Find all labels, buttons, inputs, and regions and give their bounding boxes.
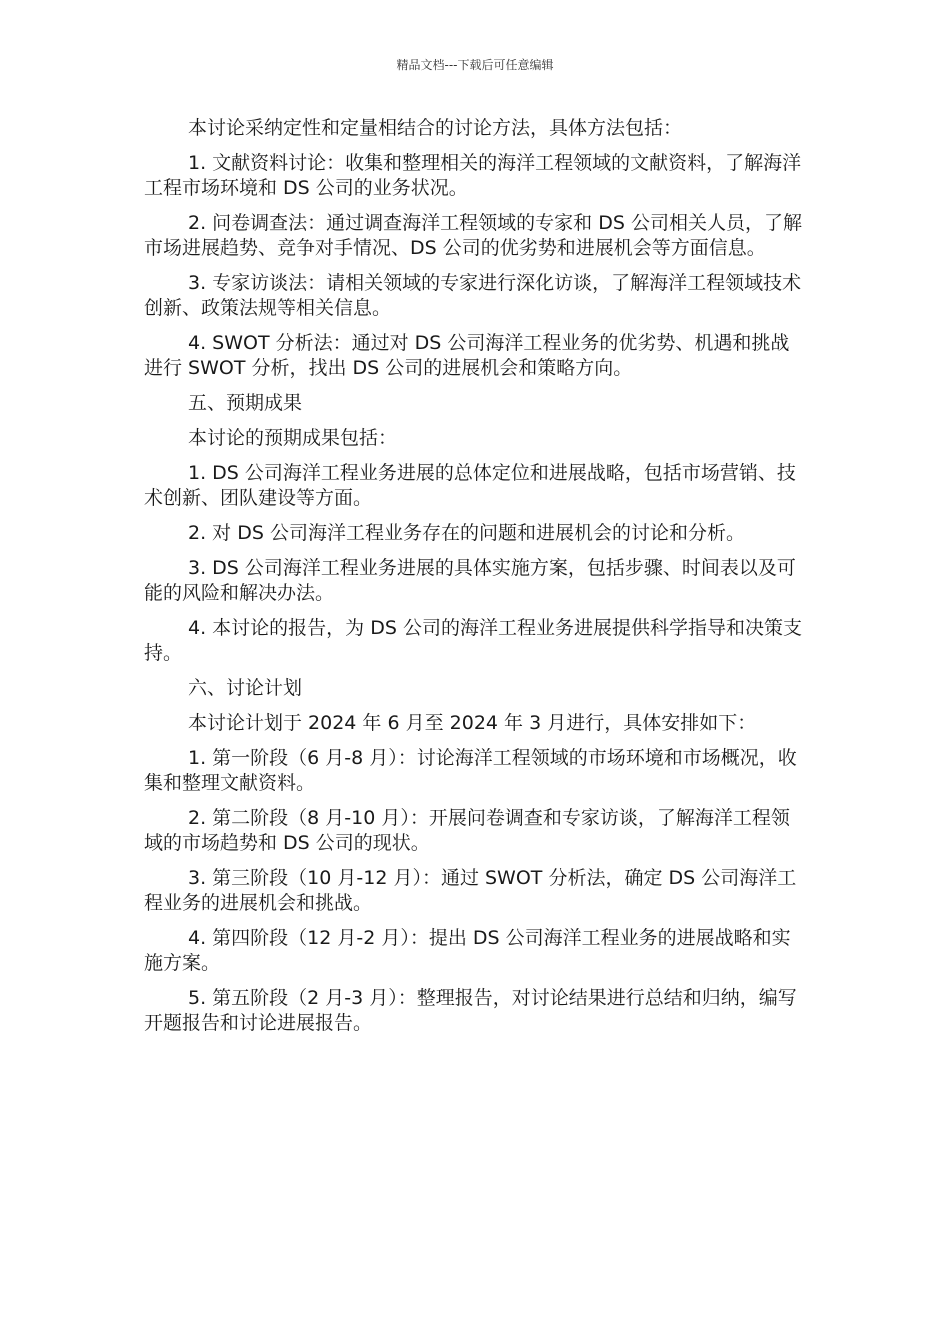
plan-stage-4: 4. 第四阶段（12 月-2 月）：提出 DS 公司海洋工程业务的进展战略和实施方案。 xyxy=(144,927,791,974)
plan-intro-paragraph: 本讨论计划于 2024 年 6 月至 2024 年 3 月进行，具体安排如下： xyxy=(188,712,757,734)
section-heading-expected-results: 五、预期成果 xyxy=(188,392,303,414)
method-item-4: 4. SWOT 分析法：通过对 DS 公司海洋工程业务的优劣势、机遇和挑战进行 SWOT 分析，找出 DS 公司的进展机会和策略方向。 xyxy=(144,332,790,379)
method-item-3: 3. 专家访谈法：请相关领域的专家进行深化访谈，了解海洋工程领域技术创新、政策法规等相关信息。 xyxy=(144,272,802,319)
section-heading-plan: 六、讨论计划 xyxy=(188,677,303,699)
document-body xyxy=(144,116,808,1046)
plan-stage-1: 1. 第一阶段（6 月-8 月）：讨论海洋工程领域的市场环境和市场概况，收集和整理文献资料。 xyxy=(144,747,797,794)
plan-stage-5: 5. 第五阶段（2 月-3 月）：整理报告，对讨论结果进行总结和归纳，编写开题报告和讨论进展报告。 xyxy=(144,987,797,1034)
plan-stage-3: 3. 第三阶段（10 月-12 月）：通过 SWOT 分析法，确定 DS 公司海洋工程业务的进展机会和挑战。 xyxy=(144,867,797,914)
intro-paragraph: 本讨论采纳定性和定量相结合的讨论方法，具体方法包括： xyxy=(188,117,683,139)
method-item-1: 1. 文献资料讨论：收集和整理相关的海洋工程领域的文献资料，了解海洋工程市场环境和 DS 公司的业务状况。 xyxy=(144,152,802,199)
result-item-3: 3. DS 公司海洋工程业务进展的具体实施方案，包括步骤、时间表以及可能的风险和解决办法。 xyxy=(144,557,796,604)
plan-stage-2: 2. 第二阶段（8 月-10 月）：开展问卷调查和专家访谈，了解海洋工程领域的市场趋势和 DS 公司的现状。 xyxy=(144,807,790,854)
result-item-2: 2. 对 DS 公司海洋工程业务存在的问题和进展机会的讨论和分析。 xyxy=(188,522,745,544)
result-item-4: 4. 本讨论的报告，为 DS 公司的海洋工程业务进展提供科学指导和决策支持。 xyxy=(144,617,802,664)
page-header: 精品文档---下载后可任意编辑 xyxy=(396,58,554,72)
result-item-1: 1. DS 公司海洋工程业务进展的总体定位和进展战略，包括市场营销、技术创新、团队建设等方面。 xyxy=(144,462,796,509)
method-item-2: 2. 问卷调查法：通过调查海洋工程领域的专家和 DS 公司相关人员，了解市场进展趋势、竞争对手情况、DS 公司的优劣势和进展机会等方面信息。 xyxy=(144,212,802,259)
results-intro-paragraph: 本讨论的预期成果包括： xyxy=(188,427,398,449)
